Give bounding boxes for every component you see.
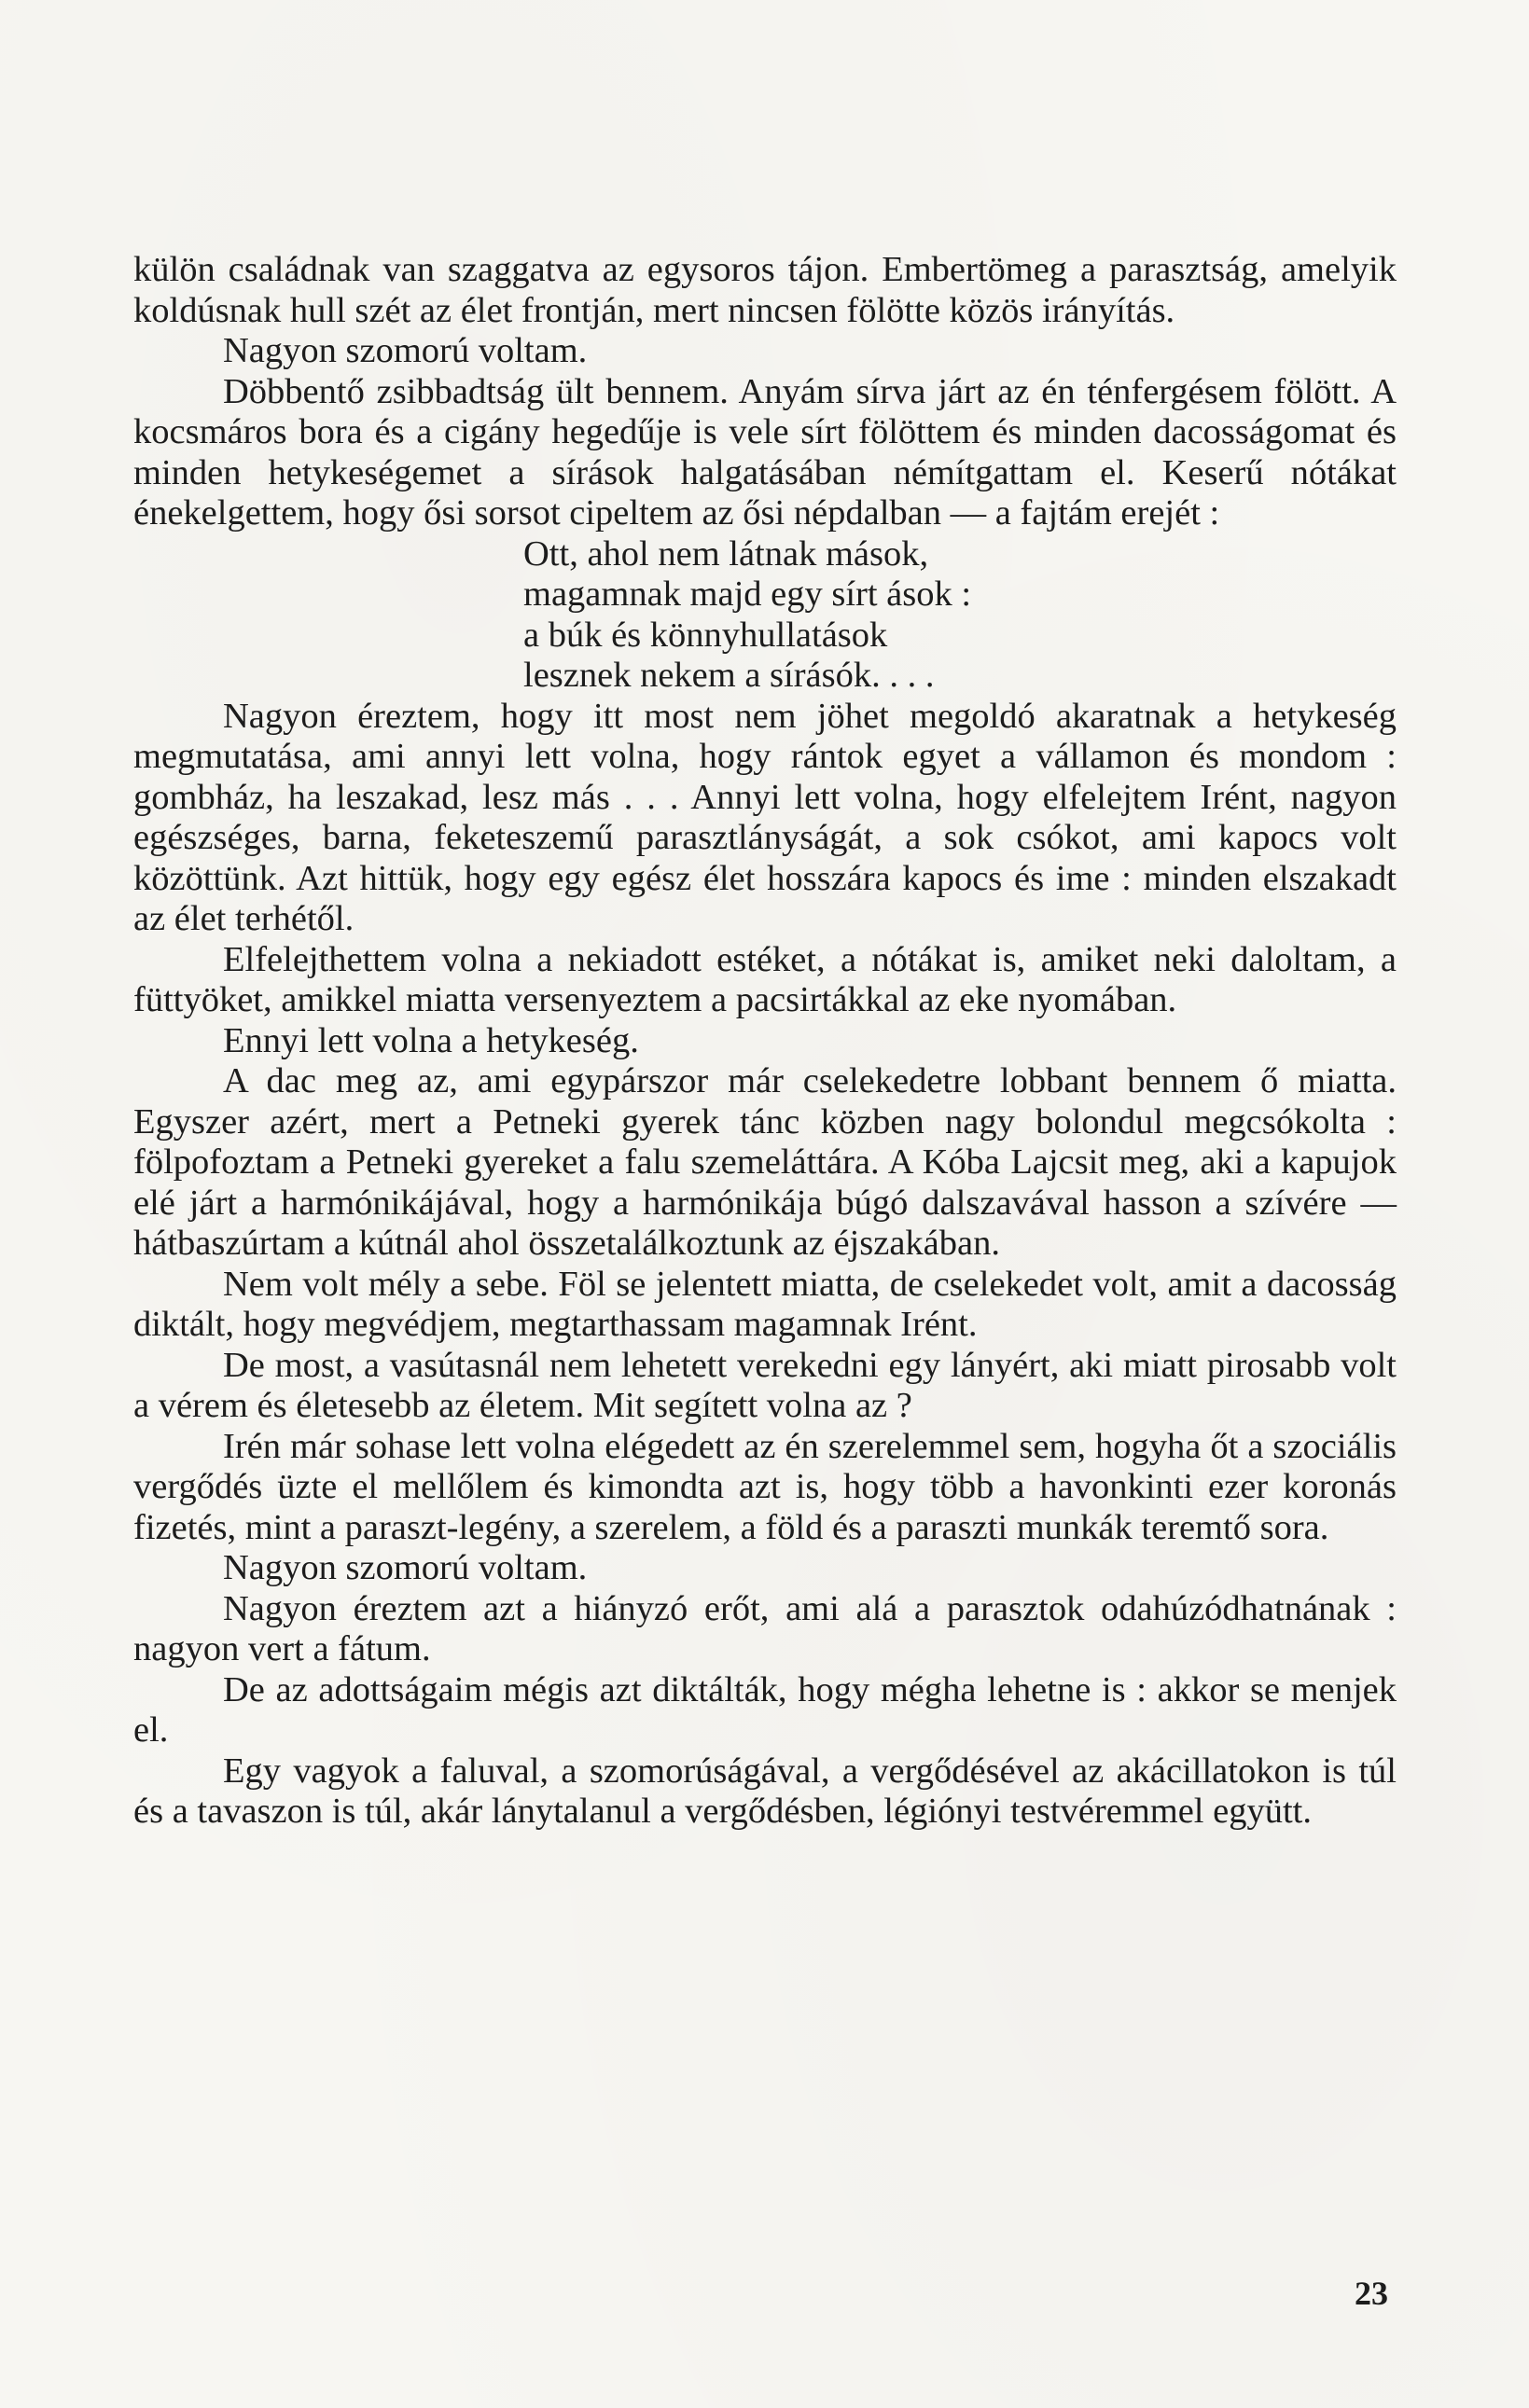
paragraph: Irén már sohase lett volna elégedett az én szerelemmel sem, hogyha őt a szociális vergődés üzte el mellőlem és kimondta azt is, hogy több a havonkinti ezer koronás fizetés, mint a paraszt-legény, a szerelem, a föld és a paraszti munkák teremtő sora. [133, 1426, 1397, 1547]
poem-verse [523, 534, 1397, 697]
paragraph: De az adottságaim mégis azt diktálták, hogy mégha lehetne is : akkor se menjek el. [133, 1669, 1397, 1750]
paragraph: külön családnak van szaggatva az egysoros tájon. Embertömeg a parasztság, amelyik koldúsnak hull szét az élet frontján, mert nincsen fölötte közös irányítás. [133, 250, 1397, 330]
poem-line: magamnak majd egy sírt ások : [523, 574, 972, 614]
paragraph: Elfelejthettem volna a nekiadott estéket, a nótákat is, amiket neki daloltam, a füttyöket, amikkel miatta versenyeztem a pacsirtákkal az eke nyomában. [133, 939, 1397, 1019]
body-text [133, 250, 1397, 1833]
paragraph: De most, a vasútasnál nem lehetett verekedni egy lányért, aki miatt pirosabb volt a vérem és életesebb az életem. Mit segített volna az ? [133, 1345, 1397, 1425]
paragraph: Nagyon éreztem azt a hiányzó erőt, ami alá a parasztok odahúzódhatnának : nagyon vert a fátum. [133, 1588, 1397, 1668]
poem-line: Ott, ahol nem látnak mások, [523, 533, 929, 574]
paragraph: Ennyi lett volna a hetykeség. [223, 1020, 639, 1060]
paragraph: Nagyon éreztem, hogy itt most nem jöhet megoldó akaratnak a hetykeség megmutatása, ami annyi lett volna, hogy rántok egyet a vállamon és mondom : gombház, ha leszakad, lesz más . . . Annyi lett volna, hogy elfelejtem Irént, nagyon egészséges, barna, feketeszemű parasztlányságát, a sok csókot, ami kapocs volt közöttünk. Azt hittük, hogy egy egész élet hosszára kapocs és ime : minden elszakadt az élet terhétől. [133, 696, 1397, 938]
poem-line: a búk és könnyhullatások [523, 615, 888, 655]
page-number: 23 [1355, 2275, 1388, 2312]
poem-line: lesznek nekem a sírásók. . . . [523, 656, 935, 695]
paragraph: Döbbentő zsibbadtság ült bennem. Anyám sírva járt az én ténfergésem fölött. A kocsmáros bora és a cigány hegedűje is vele sírt fölöttem és minden dacosságomat és minden hetykeségemet a sírások halgatásában némítgattam el. Keserű nótákat énekelgettem, hogy ősi sorsot cipeltem az ősi népdalban — a fajtám erejét : [133, 371, 1397, 533]
paragraph: Nagyon szomorú voltam. [223, 1548, 588, 1587]
paragraph: Egy vagyok a faluval, a szomorúságával, a vergődésével az akácillatokon is túl és a tavaszon is túl, akár lánytalanul a vergődésben, légiónyi testvéremmel együtt. [133, 1751, 1397, 1831]
paragraph: A dac meg az, ami egypárszor már cselekedetre lobbant bennem ő miatta. Egyszer azért, mert a Petneki gyerek tánc közben nagy bolondul megcsókolta : fölpofoztam a Petneki gyereket a falu szemeláttára. A Kóba Lajcsit meg, aki a kapujok elé járt a harmónikájával, hogy a harmónikája búgó dalszavával hasson a szívére — hátbaszúrtam a kútnál ahol összetalálkoztunk az éjszakában. [133, 1061, 1397, 1263]
paragraph: Nem volt mély a sebe. Föl se jelentett miatta, de cselekedet volt, amit a dacosság diktált, hogy megvédjem, megtarthassam magamnak Irént. [133, 1264, 1397, 1344]
paragraph: Nagyon szomorú voltam. [223, 331, 588, 370]
